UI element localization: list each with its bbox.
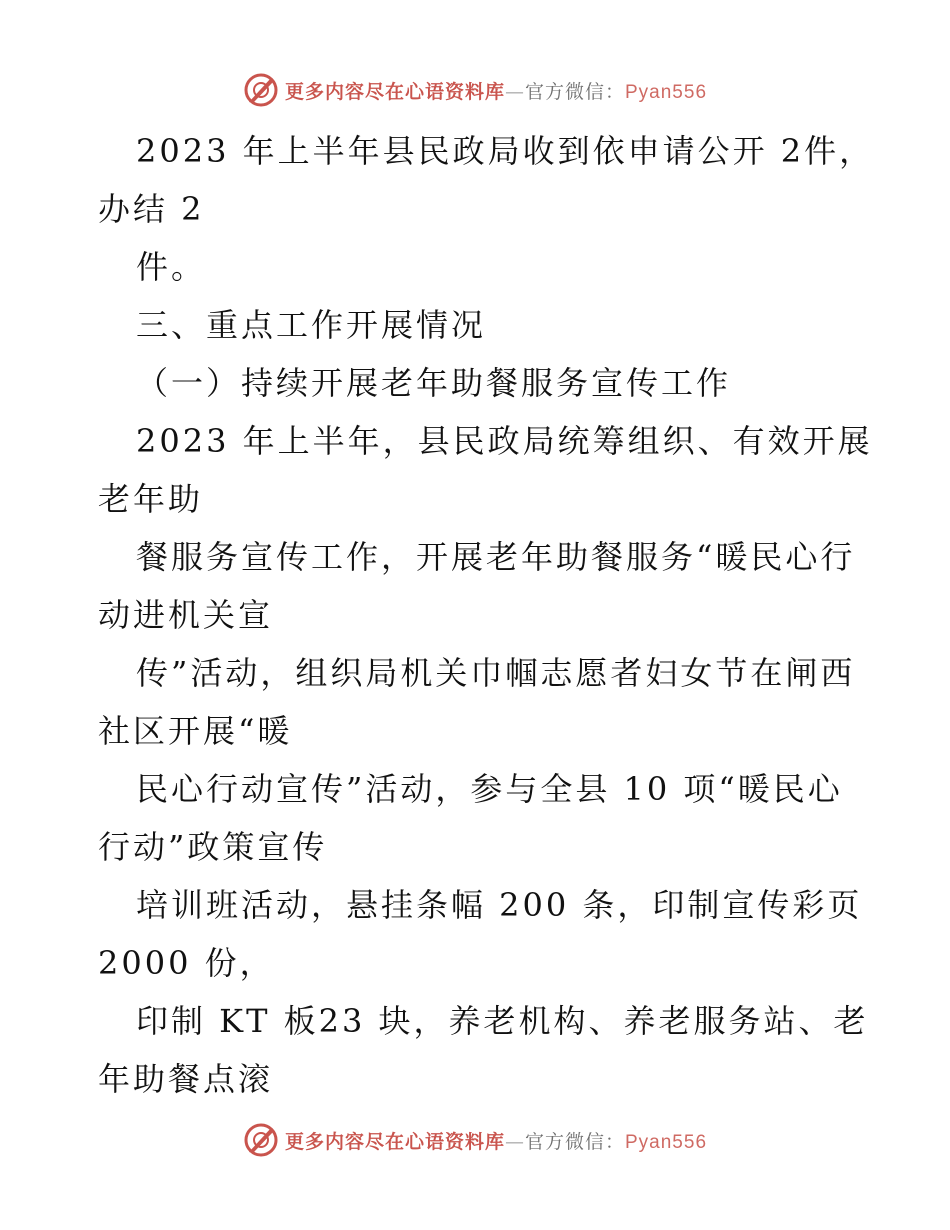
watermark-text	[285, 77, 707, 104]
text-line: 2000 份，	[98, 944, 275, 982]
watermark-brand: 更多内容尽在心语资料库	[284, 80, 505, 103]
text-line: 年助餐点滚	[98, 1060, 274, 1098]
text-line: 2023 年上半年，县民政局统筹组织、有效开展	[136, 422, 873, 460]
text-line: 2023 年上半年县民政局收到依申请公开 2件，	[136, 132, 875, 170]
watermark-header	[0, 68, 950, 112]
watermark-dash: —	[504, 1130, 525, 1153]
text-line: 印制 KT 板23 块，养老机构、养老服务站、老	[136, 1002, 869, 1040]
watermark-wechat-id: Pyan556	[625, 1131, 708, 1153]
text-line: 餐服务宣传工作，开展老年助餐服务“暖民心行	[136, 538, 856, 576]
watermark-official: 官方微信：	[524, 80, 625, 103]
text-line: 行动”政策宣传	[98, 828, 328, 866]
watermark-text	[285, 1127, 707, 1154]
watermark-wechat-id: Pyan556	[625, 81, 708, 103]
text-line: 件。	[136, 248, 207, 286]
watermark-footer	[0, 1118, 950, 1162]
section-heading: 三、重点工作开展情况	[136, 306, 487, 344]
watermark-brand: 更多内容尽在心语资料库	[284, 1130, 505, 1153]
text-line: 民心行动宣传”活动，参与全县 10 项“暖民心	[136, 770, 843, 808]
text-line: 老年助	[98, 480, 204, 518]
quill-logo-icon	[243, 1122, 279, 1158]
quill-logo-icon	[243, 72, 279, 108]
text-line: 办结 2	[98, 190, 205, 228]
text-line: 传”活动，组织局机关巾帼志愿者妇女节在闸西	[136, 654, 856, 692]
text-line: 培训班活动，悬挂条幅 200 条，印制宣传彩页	[136, 886, 863, 924]
watermark-official: 官方微信：	[524, 1130, 625, 1153]
watermark-dash: —	[504, 80, 525, 103]
document-body	[98, 122, 875, 1108]
text-line: 社区开展“暖	[98, 712, 293, 750]
subsection-heading: （一）持续开展老年助餐服务宣传工作	[136, 364, 732, 402]
text-line: 动进机关宣	[98, 596, 274, 634]
